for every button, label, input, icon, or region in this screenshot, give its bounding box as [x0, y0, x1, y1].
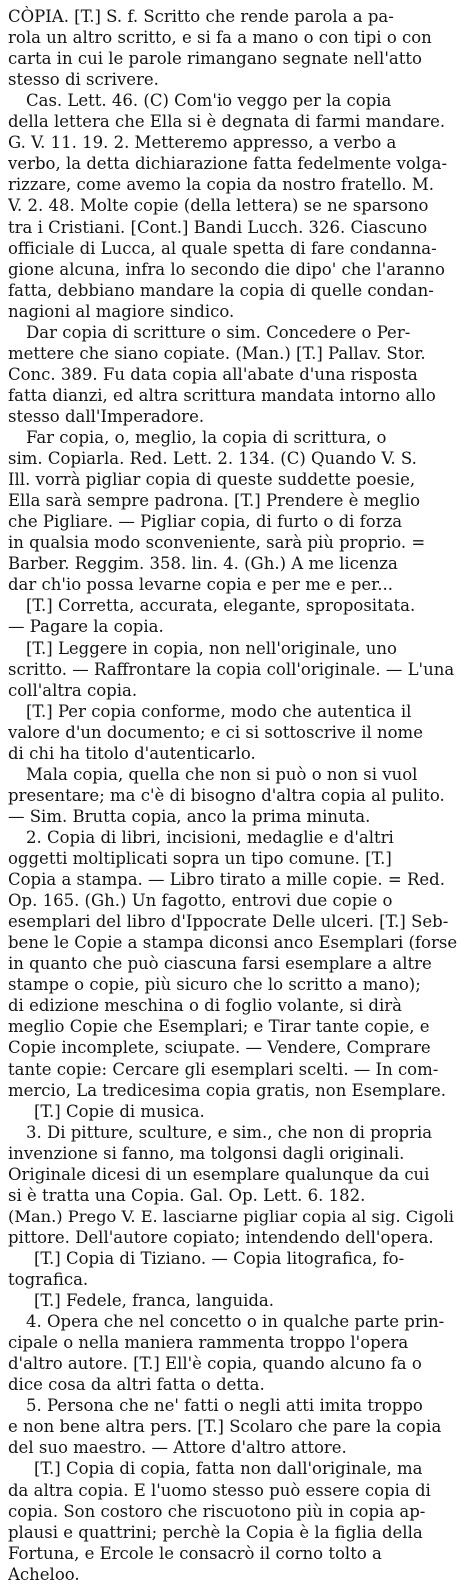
entry-text-line: presentare; ma c'è di bisogno d'altra copia al pulito. [8, 786, 445, 805]
entry-text-line: dice cosa da altri fatta o detta. [8, 1375, 265, 1394]
entry-text-line: copia. Son costoro che riscuotono più in copia ap- [8, 1502, 426, 1521]
entry-text-line: Copie incomplete, sciupate. — Vendere, Comprare [8, 1038, 431, 1057]
entry-text-line: officiale di Lucca, al quale spetta di fare condanna- [8, 239, 437, 258]
entry-text-line: della lettera che Ella si è degnata di farmi mandare. [8, 112, 446, 131]
entry-text-line: (Man.) Prego V. E. lasciarne pigliar copia al sig. Cigoli [8, 1207, 455, 1226]
entry-text-line: carta in cui le parole rimangano segnate nell'atto [8, 49, 422, 68]
entry-text-line: bene le Copie a stampa diconsi anco Esemplari (forse [8, 933, 458, 952]
entry-text-line: d'altro autore. [T.] Ell'è copia, quando alcuno fa o [8, 1354, 422, 1373]
entry-text-line: Fortuna, e Ercole le consacrò il corno tolto a [8, 1544, 382, 1563]
entry-text-line: mettere che siano copiate. (Man.) [T.] Pallav. Stor. [8, 344, 426, 363]
entry-text-line: di edizione meschina o di foglio volante, si dirà [8, 996, 402, 1015]
entry-text-line: e non bene altra pers. [T.] Scolaro che pare la copia [8, 1417, 442, 1436]
entry-text-line: Far copia, o, meglio, la copia di scrittura, o [26, 428, 387, 447]
entry-text-line: [T.] Fedele, franca, languida. [34, 1291, 274, 1310]
entry-text-line: invenzione si fanno, ma tolgonsi dagli originali. [8, 1144, 405, 1163]
entry-text-line: stampe o copie, più sicuro che lo scritto a mano); [8, 975, 421, 994]
entry-text-line: Cas. Lett. 46. (C) Com'io veggo per la copia [26, 91, 392, 110]
entry-text-line: dar ch'io possa levarne copia e per me e per... [8, 575, 393, 594]
entry-text-line: V. 2. 48. Molte copie (della lettera) se ne sparsono [8, 196, 429, 215]
entry-headword-line: CÒPIA. [T.] S. f. Scritto che rende parola a pa- [8, 7, 394, 26]
entry-text-line: coll'altra copia. [8, 681, 138, 700]
entry-text-line: verbo, la detta dichiarazione fatta fedelmente volga- [8, 154, 448, 173]
entry-text-line: Ill. vorrà pigliar copia di queste suddette poesie, [8, 470, 416, 489]
entry-text-line: rizzare, come avemo la copia da nostro fratello. M. [8, 175, 434, 194]
entry-text-line: in qualsia modo sconveniente, sarà più proprio. = [8, 533, 426, 552]
entry-text-line: — Sim. Brutta copia, anco la prima minuta. [8, 807, 371, 826]
entry-text-line: valore d'un documento; e ci si sottoscrive il nome [8, 723, 423, 742]
entry-text-line: esemplari del libro d'Ippocrate Delle ulceri. [T.] Seb- [8, 912, 449, 931]
entry-text-line: meglio Copie che Esemplari; e Tirar tante copie, e [8, 1017, 430, 1036]
entry-text-line: sim. Copiarla. Red. Lett. 2. 134. (C) Quando V. S. [8, 449, 417, 468]
entry-text-line: da altra copia. E l'uomo stesso può essere copia di [8, 1481, 431, 1500]
entry-text-line: [T.] Corretta, accurata, elegante, spropositata. [26, 596, 416, 615]
entry-text-line: Op. 165. (Gh.) Un fagotto, entrovi due copie o [8, 891, 393, 910]
entry-text-line: — Pagare la copia. [8, 617, 164, 636]
entry-text-line: rola un altro scritto, e si fa a mano o con tipi o con [8, 28, 432, 47]
entry-text-line: di chi ha titolo d'autenticarlo. [8, 744, 256, 763]
entry-text-line: [T.] Copia di Tiziano. — Copia litografica, fo- [34, 1249, 405, 1268]
entry-text-line: che Pigliare. — Pigliar copia, di furto o di forza [8, 512, 403, 531]
entry-text-line: [T.] Per copia conforme, modo che autentica il [26, 702, 412, 721]
entry-text-line: Originale dicesi di un esemplare qualunque da cui [8, 1165, 430, 1184]
entry-text-line: tante copie: Cercare gli esemplari scelti. — In com- [8, 1060, 439, 1079]
entry-text-line: del suo maestro. — Attore d'altro attore. [8, 1438, 347, 1457]
entry-text-line: pittore. Dell'autore copiato; intendendo dell'opera. [8, 1228, 434, 1247]
entry-text-line: Mala copia, quella che non si può o non si vuol [26, 765, 418, 784]
entry-text-line: 4. Opera che nel concetto o in qualche parte prin- [26, 1312, 445, 1331]
entry-text-line: Conc. 389. Fu data copia all'abate d'una risposta [8, 365, 418, 384]
entry-text-line: scritto. — Raffrontare la copia coll'originale. — L'una [8, 660, 455, 679]
entry-text-line: Copia a stampa. — Libro tirato a mille copie. = Red. [8, 870, 445, 889]
entry-text-line: stesso dall'Imperadore. [8, 407, 205, 426]
entry-text-line: G. V. 11. 19. 2. Metteremo appresso, a verbo a [8, 133, 397, 152]
entry-text-line: si è tratta una Copia. Gal. Op. Lett. 6. 182. [8, 1186, 366, 1205]
entry-text-line: nagioni al magiore sindico. [8, 302, 235, 321]
entry-text-line: Barber. Reggim. 358. lin. 4. (Gh.) A me licenza [8, 554, 398, 573]
entry-text-line: plausi e quattrini; perchè la Copia è la figlia della [8, 1523, 423, 1542]
entry-text-line: mercio, La tredicesima copia gratis, non Esemplare. [8, 1081, 447, 1100]
entry-text-line: gione alcuna, infra lo secondo die dipo' che l'aranno [8, 260, 445, 279]
entry-text-line: Ella sarà sempre padrona. [T.] Prendere è meglio [8, 491, 421, 510]
entry-text-line: Dar copia di scritture o sim. Concedere o Per- [26, 323, 411, 342]
entry-text-line: tografica. [8, 1270, 89, 1289]
entry-text-line: stesso di scrivere. [8, 70, 159, 89]
entry-text-line: [T.] Copie di musica. [34, 1102, 205, 1121]
entry-text-line: 2. Copia di libri, incisioni, medaglie e d'altri [26, 828, 394, 847]
entry-text-line: [T.] Copia di copia, fatta non dall'originale, ma [34, 1459, 423, 1478]
entry-text-line: oggetti moltiplicati sopra un tipo comune. [T.] [8, 849, 392, 868]
entry-text-line: 5. Persona che ne' fatti o negli atti imita troppo [26, 1396, 423, 1415]
entry-text-line: in quanto che può ciascuna farsi esemplare a altre [8, 954, 432, 973]
entry-text-line: cipale o nella maniera rammenta troppo l'opera [8, 1333, 409, 1352]
entry-text-line: Acheloo. [8, 1565, 80, 1584]
entry-text-line: fatta dianzi, ed altra scrittura mandata intorno allo [8, 386, 436, 405]
entry-text-line: [T.] Leggere in copia, non nell'originale, uno [26, 639, 397, 658]
entry-text-line: fatta, debbiano mandare la copia di quelle condan- [8, 281, 434, 300]
entry-text-line: 3. Di pitture, sculture, e sim., che non di propria [26, 1123, 433, 1142]
entry-text-line: tra i Cristiani. [Cont.] Bandi Lucch. 326. Ciascuno [8, 218, 428, 237]
